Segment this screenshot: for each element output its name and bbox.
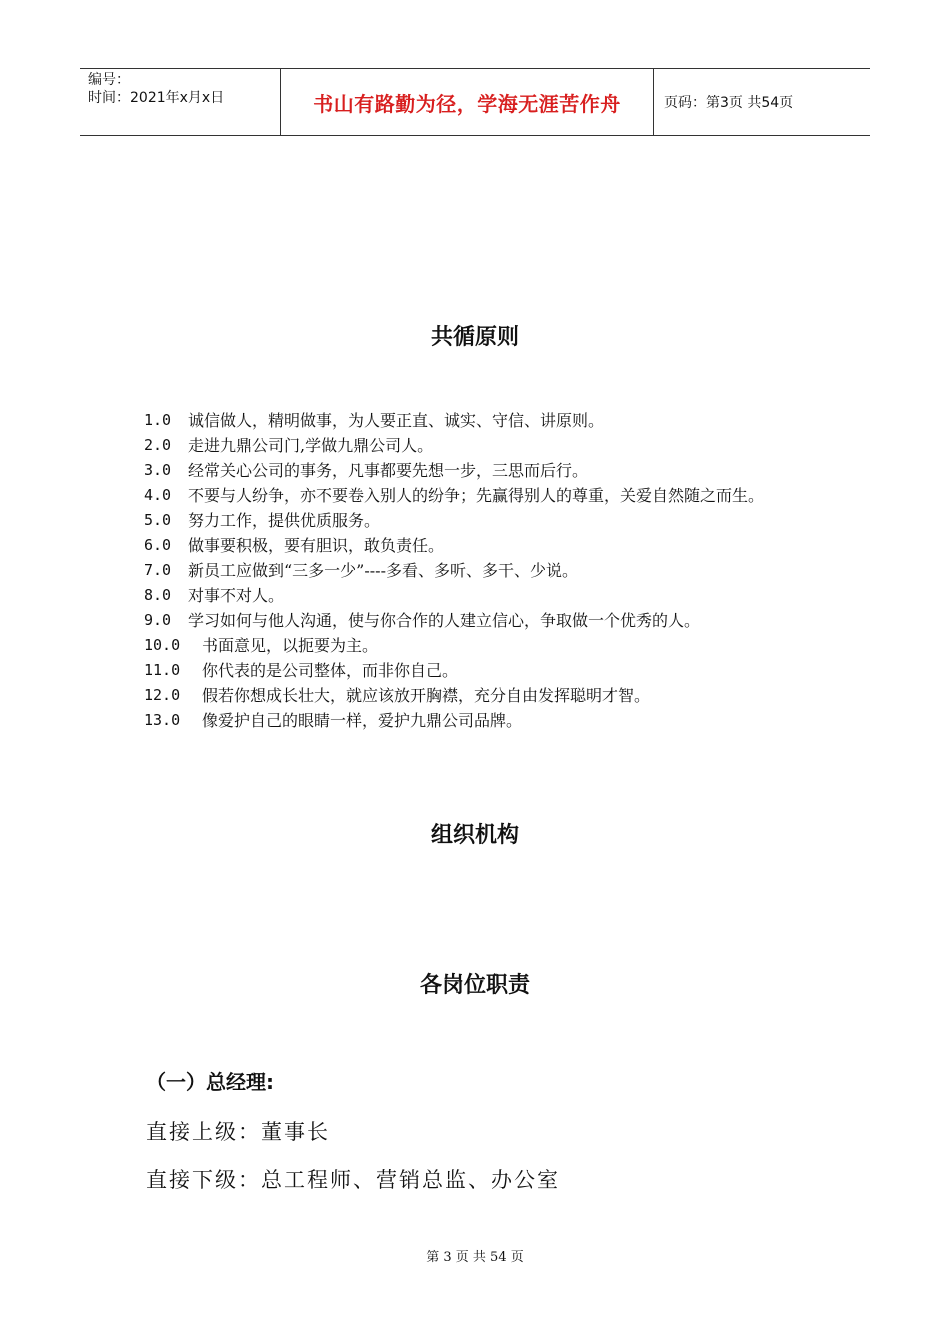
doc-number-label: 编号：	[88, 72, 130, 88]
principle-text: 不要与人纷争，亦不要卷入别人的纷争；先赢得别人的尊重，关爱自然随之而生。	[188, 486, 765, 505]
principle-number: 12.0	[144, 686, 181, 704]
principle-text: 书面意见，以扼要为主。	[202, 636, 379, 655]
principle-text: 假若你想成长壮大，就应该放开胸襟，充分自由发挥聪明才智。	[202, 686, 651, 705]
principle-number: 11.0	[144, 661, 181, 679]
principle-number: 2.0	[144, 436, 172, 454]
principle-number: 8.0	[144, 586, 172, 604]
header-page-info: 页码：第3页 共54页	[664, 95, 794, 111]
page-header	[80, 68, 870, 136]
principle-text: 对事不对人。	[188, 586, 285, 605]
principle-number: 9.0	[144, 611, 172, 629]
principle-item	[144, 508, 824, 533]
principle-text: 努力工作，提供优质服务。	[188, 511, 381, 530]
principle-text: 新员工应做到“三多一少”----多看、多听、多干、少说。	[188, 561, 578, 580]
header-motto: 书山有路勤为径，学海无涯苦作舟	[281, 69, 654, 135]
principle-number: 6.0	[144, 536, 172, 554]
principle-item	[144, 433, 824, 458]
principle-text: 像爱护自己的眼睛一样，爱护九鼎公司品牌。	[202, 711, 523, 730]
principle-item	[144, 558, 824, 583]
principle-item	[144, 583, 824, 608]
principle-item	[144, 633, 824, 658]
principles-title: 共循原则	[430, 325, 519, 350]
principle-item	[144, 533, 824, 558]
principle-text: 做事要积极，要有胆识，敢负责任。	[188, 536, 445, 555]
principle-item	[144, 658, 824, 683]
principle-number: 4.0	[144, 486, 172, 504]
principle-number: 1.0	[144, 411, 172, 429]
principle-item	[144, 608, 824, 633]
header-meta	[80, 69, 281, 135]
principle-item	[144, 458, 824, 483]
principle-number: 5.0	[144, 511, 172, 529]
principle-text: 经常关心公司的事务，凡事都要先想一步，三思而后行。	[188, 461, 589, 480]
principle-item	[144, 483, 824, 508]
org-structure-title: 组织机构	[430, 823, 519, 848]
general-manager-heading: （一）总经理:	[146, 1070, 274, 1094]
principle-number: 3.0	[144, 461, 172, 479]
direct-subordinate-line: 直接下级：总工程师、营销总监、办公室	[146, 1168, 560, 1192]
principle-item	[144, 708, 824, 733]
principle-number: 10.0	[144, 636, 181, 654]
principle-item	[144, 683, 824, 708]
principle-text: 诚信做人，精明做事，为人要正直、诚实、守信、讲原则。	[188, 411, 605, 430]
job-duties-title: 各岗位职责	[419, 973, 530, 998]
principle-number: 7.0	[144, 561, 172, 579]
page-footer: 第 3 页 共 54 页	[426, 1250, 524, 1265]
principles-list	[144, 408, 824, 733]
direct-superior-line: 直接上级：董事长	[146, 1120, 330, 1144]
principle-text: 走进九鼎公司门,学做九鼎公司人。	[188, 436, 434, 455]
principle-number: 13.0	[144, 711, 181, 729]
doc-date-label: 时间：2021年x月x日	[88, 90, 225, 106]
principle-text: 你代表的是公司整体，而非你自己。	[202, 661, 459, 680]
principle-text: 学习如何与他人沟通，使与你合作的人建立信心，争取做一个优秀的人。	[188, 611, 701, 630]
principle-item	[144, 408, 824, 433]
